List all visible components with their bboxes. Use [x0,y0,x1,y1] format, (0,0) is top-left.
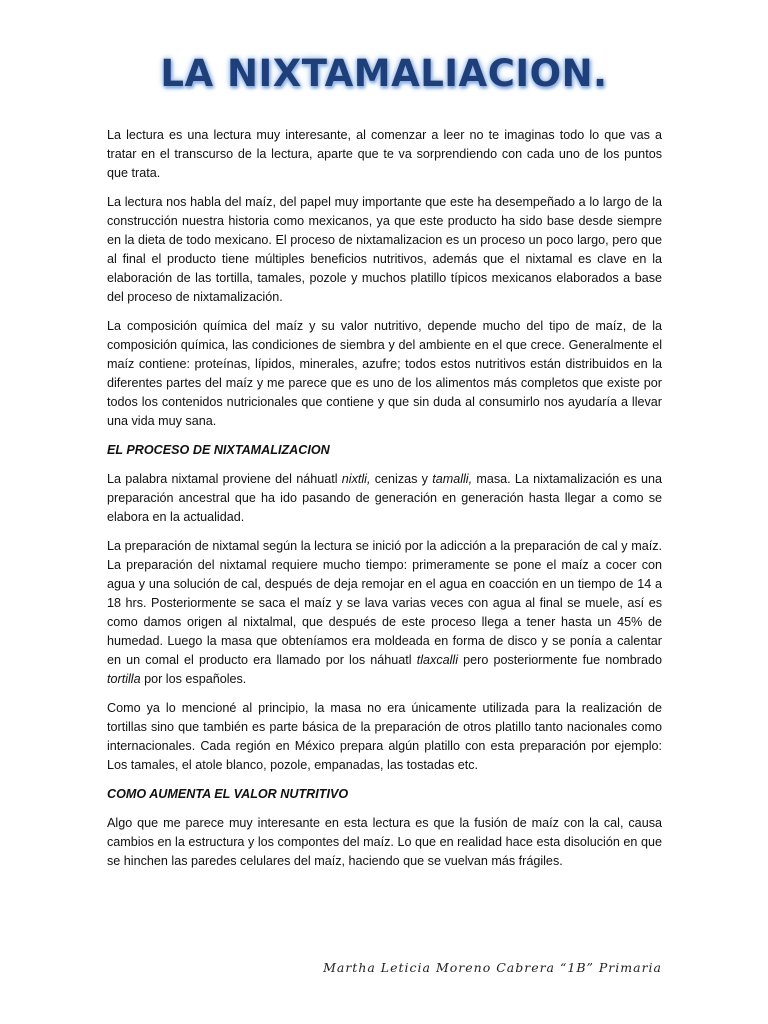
paragraph-usos-masa: Como ya lo mencioné al principio, la masa no era únicamente utilizada para la realización de tortillas sino que también es parte básica de la preparación de otros platillo tanto nacionales como internacionales. Cada región en México prepara algún platillo con esta preparación por ejemplo: Los tamales, el atole blanco, pozole, empanadas, las tostadas etc. [107,701,662,772]
text-span: masa. La nixtamalización es una preparación ancestral que ha ido pasando de generación en generación hasta llegar a como se elabora en la actualidad. [107,472,662,524]
paragraph-composicion-quimica: La composición química del maíz y su valor nutritivo, depende mucho del tipo de maíz, de la composición química, las condiciones de siembra y del ambiente en el que crece. Generalmente el maíz contiene: proteínas, lípidos, minerales, azufre; todos estos nutritivos están distribuidos en la diferentes partes del maíz y me parece que es uno de los alimentos más completos que existe por todos los contenidos nutricionales que contiene y que sin duda al consumirlo nos ayudaría a llevar una vida muy sana. [107,319,662,428]
text-span: La palabra nixtamal proviene del náhuatl [107,472,342,486]
italic-term-tortilla: tortilla [107,672,141,686]
text-span: cenizas y [370,472,433,486]
section-heading-valor-nutritivo: COMO AUMENTA EL VALOR NUTRITIVO [107,787,349,801]
paragraph-fusion-cal: Algo que me parece muy interesante en esta lectura es que la fusión de maíz con la cal, causa cambios en la estructura y los compontes del maíz. Lo que en realidad hace esta disolución en que se hinchen las paredes celulares del maíz, haciendo que se vuelvan más frágiles. [107,816,662,868]
paragraph-origen-palabra [107,470,662,527]
document-body [107,126,662,881]
paragraph-preparacion [107,537,662,689]
document-title: LA NIXTAMALIACION. [160,52,608,95]
text-span: La preparación de nixtamal según la lectura se inició por la adicción a la preparación de cal y maíz. La preparación del nixtamal requiere mucho tiempo: primeramente se pone el maíz a cocer con agua y una solución de cal, después de deja remojar en el agua en coacción en un tiempo de 14 a 18 hrs. Posteriormente se saca el maíz y se lava varias veces con agua al final se muele, así es como damos origen al nixtalmal, que después de este proceso llega a tener hasta un 45% de humedad. Luego la masa que obteníamos era moldeada en forma de disco y se ponía a calentar en un comal el producto era llamado por los náhuatl [107,539,662,667]
text-span: pero posteriormente fue nombrado [458,653,662,667]
text-span: por los españoles. [140,672,247,686]
italic-term-tamalli: tamalli, [432,472,473,486]
italic-term-tlaxcalli: tlaxcalli [416,653,459,667]
paragraph-intro: La lectura es una lectura muy interesante, al comenzar a leer no te imaginas todo lo que vas a tratar en el transcurso de la lectura, aparte que te va sorprendiendo con cada uno de los puntos que trata. [107,128,662,180]
section-heading-proceso: EL PROCESO DE NIXTAMALIZACION [107,443,330,457]
author-footer: Martha Leticia Moreno Cabrera “1B” Primaria [323,960,662,975]
paragraph-maiz-historia: La lectura nos habla del maíz, del papel muy importante que este ha desempeñado a lo largo de la construcción nuestra historia como mexicanos, ya que este producto ha sido base desde siempre en la dieta de todo mexicano. El proceso de nixtamalizacion es un proceso un poco largo, pero que al final el producto tiene múltiples beneficios nutritivos, además que el nixtamal es clave en la elaboración de las tortilla, tamales, pozole y muchos platillo típicos mexicanos elaborados a base del proceso de nixtamalización. [107,195,662,304]
italic-term-nixtli: nixtli, [341,472,371,486]
